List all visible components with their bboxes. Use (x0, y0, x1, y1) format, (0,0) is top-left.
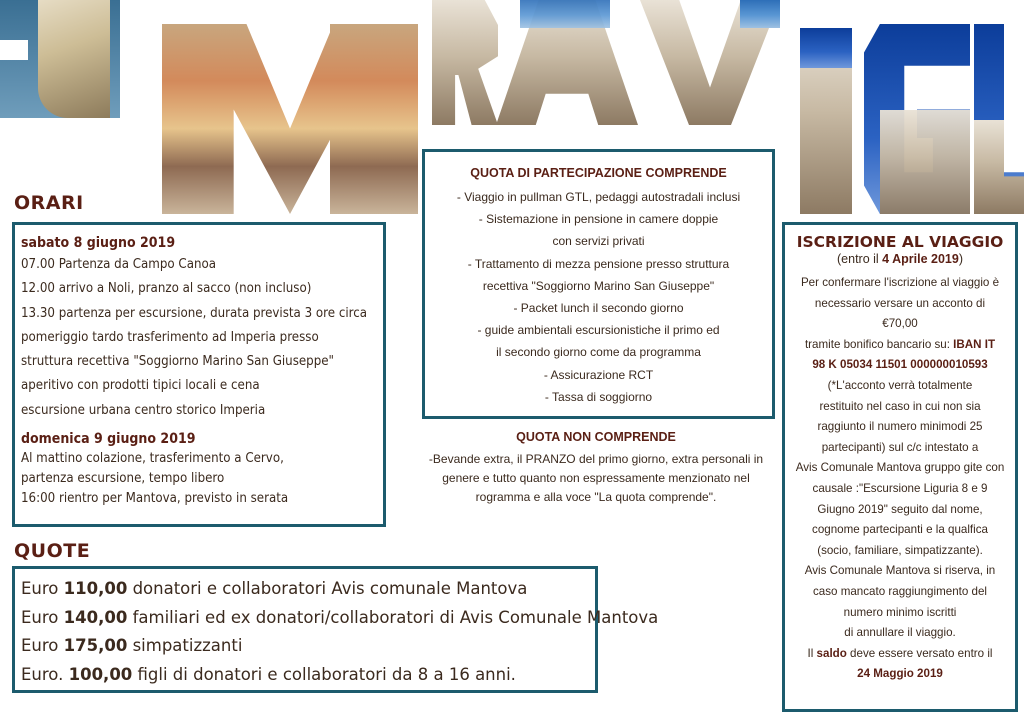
saldo-date: 24 Maggio 2019 (857, 667, 943, 681)
banner-letter-gap (0, 40, 28, 60)
banner-letter-r (432, 0, 498, 125)
iban-code (789, 355, 1011, 376)
quota-comprende-line: - Trattamento di mezza pensione presso struttura (467, 256, 730, 271)
iscrizione-line: numero minimo iscritti (843, 605, 957, 619)
day1-line: pomeriggio tardo trasferimento ad Imperia presso (21, 329, 319, 345)
saldo-line (789, 644, 1011, 665)
iban-code-value: 98 K 05034 11501 000000010593 (812, 358, 988, 372)
iscrizione-line: raggiunto il numero minimodi 25 (817, 420, 983, 434)
banner-church-facade (880, 110, 970, 214)
orari-box (12, 222, 386, 527)
quota-comprende-line: recettiva "Soggiorno Marino San Giuseppe" (482, 278, 715, 293)
quota-comprende-line: - Sistemazione in pensione in camere doppie (478, 212, 719, 227)
quote-description: simpatizzanti (127, 636, 243, 655)
deadline-prefix: (entro il (837, 252, 883, 266)
banner-sky-strip (520, 0, 610, 28)
day2-title: domenica 9 giugno 2019 (21, 431, 196, 448)
iscrizione-line: necessario versare un acconto di (814, 296, 986, 310)
quota-non-comprende-section (416, 430, 776, 507)
deadline-suffix: ) (958, 252, 963, 266)
day1-line: 13.30 partenza per escursione, durata prevista 3 ore circa (21, 305, 368, 321)
orari-heading: ORARI (14, 192, 84, 214)
iscrizione-line: caso mancato raggiungimento del (812, 584, 987, 598)
quote-prefix: Euro (21, 636, 64, 655)
quote-box (12, 566, 659, 693)
saldo-word: saldo (816, 646, 847, 660)
day2-line: partenza escursione, tempo libero (21, 471, 225, 487)
iscrizione-line: Giugno 2019" seguito dal nome, (817, 502, 983, 516)
quota-comprende-title: QUOTA DI PARTECIPAZIONE COMPRENDE (470, 166, 727, 180)
iscrizione-line: Avis Comunale Mantova gruppo gite con (795, 461, 1005, 475)
iscrizione-deadline (789, 251, 1011, 267)
iscrizione-line: di annullare il viaggio. (844, 626, 956, 640)
quota-comprende-line: - Packet lunch il secondo giorno (513, 301, 684, 316)
quota-comprende-box (422, 149, 775, 419)
iscrizione-title: ISCRIZIONE AL VIAGGIO (796, 233, 1004, 251)
banner-letter-e (330, 24, 418, 214)
day2-line: 16:00 rientro per Mantova, previsto in serata (21, 491, 289, 507)
saldo-date-line (789, 664, 1011, 685)
quota-non-comprende-title: QUOTA NON COMPRENDE (516, 430, 676, 444)
quote-amount: 140,00 (63, 607, 128, 627)
quota-non-comprende-line: rogramma e alla voce "La quota comprende". (475, 490, 717, 504)
quota-comprende-line: - Assicurazione RCT (543, 367, 654, 382)
quota-comprende-line: - Viaggio in pullman GTL, pedaggi autostradali inclusi (456, 190, 741, 204)
iban-prefix: tramite bonifico bancario su: (804, 337, 954, 351)
iscrizione-line: (socio, familiare, simpatizzante). (817, 543, 983, 557)
iscrizione-line: cognome partecipanti e la qualfica (812, 523, 988, 537)
saldo-suffix: deve essere versato entro il (846, 646, 993, 660)
quote-description: donatori e collaboratori Avis comunale Mantova (127, 579, 528, 598)
banner-letter-i-sky (800, 28, 852, 68)
quote-prefix: Euro. (21, 664, 69, 684)
banner-cliff-photo (38, 0, 110, 118)
banner-letter-l-photo (974, 120, 1024, 214)
iban-label: IBAN IT (953, 337, 996, 351)
day1-line: struttura recettiva "Soggiorno Marino San Giuseppe" (21, 354, 335, 370)
banner-sky-strip-2 (740, 0, 780, 28)
quote-heading: QUOTE (14, 540, 91, 562)
quote-amount: 110,00 (63, 579, 128, 598)
saldo-prefix: Il (807, 646, 817, 660)
quote-row (21, 604, 659, 633)
day2-line: Al mattino colazione, trasferimento a Cervo, (21, 451, 284, 467)
iscrizione-box (782, 222, 1018, 712)
iscrizione-line: partecipanti) sul c/c intestato a (821, 440, 979, 454)
quota-non-comprende-line: -Bevande extra, il PRANZO del primo giorno, extra personali in (428, 452, 764, 466)
quote-row (21, 575, 589, 604)
quota-comprende-line: - guide ambientali escursionistiche il primo ed (477, 323, 720, 338)
quote-prefix: Euro (21, 579, 64, 598)
iscrizione-line: causale :"Escursione Liguria 8 e 9 (812, 481, 988, 495)
iscrizione-line: restituito nel caso in cui non sia (819, 399, 981, 413)
quota-comprende-line: con servizi privati (552, 234, 645, 249)
day1-title: sabato 8 giugno 2019 (21, 235, 176, 251)
day1-line: aperitivo con prodotti tipici locali e cena (21, 378, 260, 394)
quote-amount: 175,00 (63, 636, 128, 655)
day1-line: escursione urbana centro storico Imperia (21, 402, 266, 418)
iban-line (789, 335, 1011, 356)
iscrizione-line: (*L'acconto verrà totalmente (827, 378, 973, 392)
quota-non-comprende-line: genere e tutto quanto non espressamente menzionato nel (442, 471, 750, 485)
quote-row (21, 661, 589, 690)
quota-comprende-line: - Tassa di soggiorno (544, 389, 653, 404)
day1-line: 12.00 arrivo a Noli, pranzo al sacco (non incluso) (21, 281, 312, 297)
iscrizione-line: €70,00 (882, 317, 918, 331)
deadline-date: 4 Aprile 2019 (882, 252, 959, 266)
quote-description: familiari ed ex donatori/collaboratori di Avis Comunale Mantova (127, 607, 659, 627)
quote-row (21, 632, 589, 661)
day1-line: 07.00 Partenza da Campo Canoa (21, 257, 217, 272)
quote-prefix: Euro (21, 607, 64, 627)
quote-description: figli di donatori e collaboratori da 8 a 16 anni. (132, 664, 516, 684)
quote-amount: 100,00 (68, 664, 133, 684)
quota-comprende-line: il secondo giorno come da programma (496, 345, 701, 360)
iscrizione-line: Avis Comunale Mantova si riserva, in (804, 564, 996, 578)
iscrizione-line: Per confermare l'iscrizione al viaggio è (800, 276, 1000, 289)
